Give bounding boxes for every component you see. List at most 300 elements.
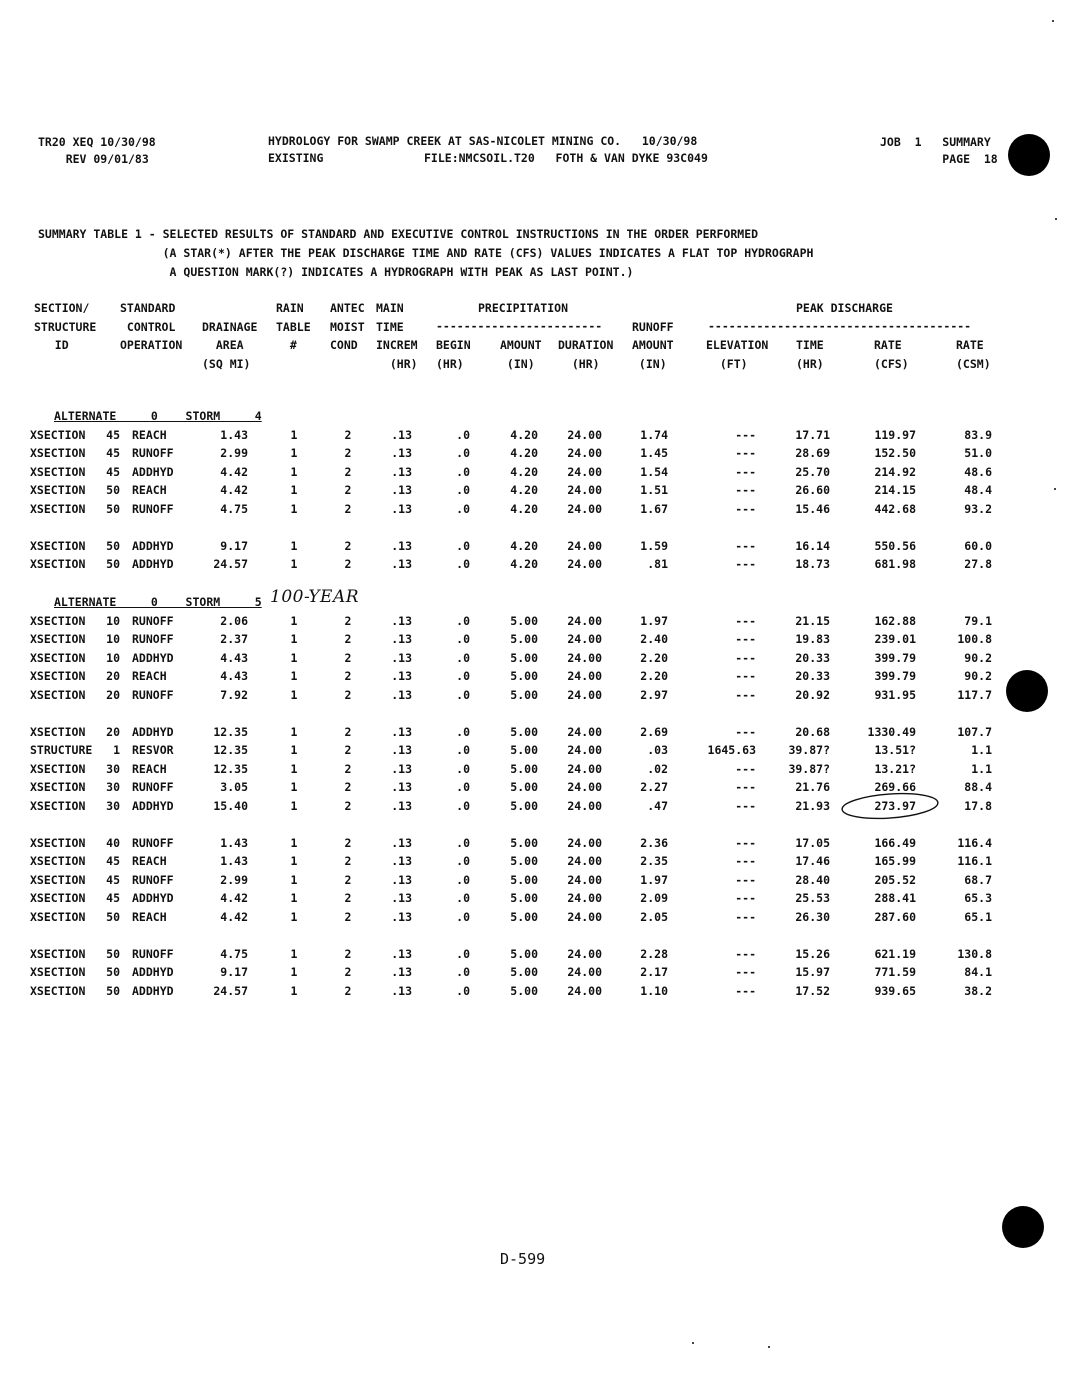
main-time-increm: .13	[391, 687, 412, 702]
peak-time: 16.14	[795, 538, 830, 553]
section-type: XSECTION	[30, 965, 86, 979]
rain-table: 1	[290, 743, 298, 757]
table-row	[0, 891, 1068, 909]
drainage-area: 4.43	[220, 669, 248, 683]
peak-rate-cfs: 214.92	[874, 464, 916, 479]
control-operation: RUNOFF	[132, 613, 174, 628]
table-row	[0, 428, 1068, 446]
peak-rate-cfs: 269.66	[874, 780, 916, 794]
peak-time: 20.33	[795, 650, 830, 665]
main-time-increm: .13	[391, 501, 412, 516]
peak-rate-cfs: 550.56	[874, 538, 916, 553]
drainage-area: 9.17	[220, 965, 248, 979]
precip-amount: 5.00	[510, 909, 538, 924]
peak-time: 21.93	[795, 798, 830, 813]
runoff-amount: 1.74	[640, 427, 668, 442]
peak-elevation: ---	[735, 632, 756, 646]
control-operation: REACH	[132, 761, 167, 776]
drainage-area: 3.05	[220, 780, 248, 794]
antec-moist: 2	[344, 761, 352, 776]
precip-amount: 5.00	[510, 724, 538, 739]
section-type: XSECTION	[30, 501, 86, 516]
rain-table: 1	[290, 854, 298, 868]
section-type: XSECTION	[30, 687, 86, 702]
header-time: TIME (HR)	[796, 338, 824, 371]
peak-time: 21.76	[795, 780, 830, 794]
precip-begin: .0	[456, 613, 470, 628]
rain-table: 1	[290, 669, 298, 683]
peak-time: 15.97	[795, 965, 830, 979]
main-time-increm: .13	[391, 872, 412, 887]
section-type: XSECTION	[30, 650, 86, 665]
peak-rate-cfs: 1330.49	[867, 724, 916, 739]
control-operation: ADDHYD	[132, 464, 174, 479]
precip-duration: 24.00	[567, 427, 602, 442]
main-time-increm: .13	[391, 650, 412, 665]
section-type: XSECTION	[30, 427, 86, 442]
control-operation: RUNOFF	[132, 446, 174, 460]
antec-moist: 2	[344, 557, 352, 571]
rain-table: 1	[290, 632, 298, 646]
peak-rate-cfs: 939.65	[874, 983, 916, 998]
rain-table: 1	[290, 780, 298, 794]
antec-moist: 2	[344, 872, 352, 887]
control-operation: ADDHYD	[132, 650, 174, 665]
main-time-increm: .13	[391, 909, 412, 924]
summary-line-2: (A STAR(*) AFTER THE PEAK DISCHARGE TIME AND RATE (CFS) VALUES INDICATES A FLAT TOP HYDROGRAPH	[38, 246, 814, 260]
runoff-amount: 2.28	[640, 946, 668, 961]
main-time-increm: .13	[391, 761, 412, 776]
precip-duration: 24.00	[567, 464, 602, 479]
section-number: 40	[106, 835, 120, 850]
peak-rate-cfs: 399.79	[874, 650, 916, 665]
peak-rate-cfs: 681.98	[874, 557, 916, 571]
section-type: XSECTION	[30, 724, 86, 739]
drainage-area: 4.42	[220, 483, 248, 497]
drainage-area: 7.92	[220, 687, 248, 702]
page-line: PAGE 18	[880, 152, 998, 166]
section-type: XSECTION	[30, 446, 86, 460]
precip-begin: .0	[456, 464, 470, 479]
precip-amount: 5.00	[510, 743, 538, 757]
antec-moist: 2	[344, 483, 352, 497]
section-number: 10	[106, 613, 120, 628]
header-amount: AMOUNT (IN)	[500, 338, 542, 371]
precip-begin: .0	[456, 446, 470, 460]
precip-amount: 5.00	[510, 946, 538, 961]
peak-rate-cfs: 931.95	[874, 687, 916, 702]
antec-moist: 2	[344, 780, 352, 794]
control-operation: REACH	[132, 909, 167, 924]
main-time-increm: .13	[391, 743, 412, 757]
section-type: XSECTION	[30, 632, 86, 646]
peak-elevation: ---	[735, 780, 756, 794]
peak-elevation: ---	[735, 724, 756, 739]
peak-rate-csm: 117.7	[957, 687, 992, 702]
rain-table: 1	[290, 427, 298, 442]
peak-elevation: ---	[735, 538, 756, 553]
peak-rate-csm: 1.1	[971, 743, 992, 757]
table-row	[0, 836, 1068, 854]
precip-begin: .0	[456, 780, 470, 794]
peak-rate-csm: 17.8	[964, 798, 992, 813]
peak-time: 39.87?	[788, 761, 830, 776]
table-row	[0, 669, 1068, 687]
runoff-amount: 1.10	[640, 983, 668, 998]
precip-begin: .0	[456, 891, 470, 905]
header-begin: BEGIN (HR)	[436, 338, 471, 371]
alternate-storm-label: ALTERNATE 0 STORM 5	[54, 595, 262, 609]
precip-amount: 5.00	[510, 761, 538, 776]
control-operation: ADDHYD	[132, 538, 174, 553]
precip-duration: 24.00	[567, 743, 602, 757]
table-row	[0, 688, 1068, 706]
table-row	[0, 725, 1068, 743]
peak-rate-csm: 65.3	[964, 891, 992, 905]
rain-table: 1	[290, 835, 298, 850]
rain-table: 1	[290, 909, 298, 924]
peak-time: 25.53	[795, 891, 830, 905]
precip-amount: 4.20	[510, 501, 538, 516]
antec-moist: 2	[344, 798, 352, 813]
peak-elevation: ---	[735, 983, 756, 998]
precip-begin: .0	[456, 483, 470, 497]
peak-elevation: ---	[735, 427, 756, 442]
antec-moist: 2	[344, 835, 352, 850]
precip-begin: .0	[456, 650, 470, 665]
alternate-storm-label: ALTERNATE 0 STORM 4	[54, 409, 262, 423]
control-operation: ADDHYD	[132, 798, 174, 813]
header-standard-control: STANDARD CONTROL OPERATION	[120, 301, 183, 352]
main-time-increm: .13	[391, 724, 412, 739]
peak-elevation: ---	[735, 909, 756, 924]
control-operation: ADDHYD	[132, 965, 174, 979]
peak-time: 15.46	[795, 501, 830, 516]
peak-rate-csm: 107.7	[957, 724, 992, 739]
antec-moist: 2	[344, 501, 352, 516]
drainage-area: 2.06	[220, 613, 248, 628]
section-type: XSECTION	[30, 761, 86, 776]
table-row	[0, 465, 1068, 483]
runoff-amount: 2.40	[640, 632, 668, 646]
peak-elevation: ---	[735, 798, 756, 813]
header-peak-discharge: PEAK DISCHARGE	[796, 301, 893, 315]
peak-time: 28.40	[795, 872, 830, 887]
precip-duration: 24.00	[567, 687, 602, 702]
peak-elevation: ---	[735, 446, 756, 460]
rain-table: 1	[290, 613, 298, 628]
peak-elevation: ---	[735, 854, 756, 868]
precip-begin: .0	[456, 965, 470, 979]
precip-amount: 5.00	[510, 835, 538, 850]
runoff-amount: 2.09	[640, 891, 668, 905]
antec-moist: 2	[344, 613, 352, 628]
table-row	[0, 502, 1068, 520]
table-row	[0, 965, 1068, 983]
section-number: 50	[106, 501, 120, 516]
peak-rate-csm: 84.1	[964, 965, 992, 979]
main-time-increm: .13	[391, 854, 412, 868]
control-operation: RUNOFF	[132, 835, 174, 850]
peak-elevation: 1645.63	[707, 743, 756, 757]
peak-divider: --------------------------------------	[708, 319, 972, 333]
peak-time: 17.46	[795, 854, 830, 868]
rain-table: 1	[290, 983, 298, 998]
control-operation: REACH	[132, 669, 167, 683]
precip-amount: 5.00	[510, 669, 538, 683]
drainage-area: 4.42	[220, 891, 248, 905]
precip-duration: 24.00	[567, 538, 602, 553]
runoff-amount: .02	[647, 761, 668, 776]
precip-amount: 5.00	[510, 872, 538, 887]
rain-table: 1	[290, 687, 298, 702]
section-number: 20	[106, 687, 120, 702]
section-number: 45	[106, 854, 120, 868]
peak-time: 20.92	[795, 687, 830, 702]
precip-begin: .0	[456, 538, 470, 553]
runoff-amount: 2.27	[640, 780, 668, 794]
antec-moist: 2	[344, 687, 352, 702]
precip-begin: .0	[456, 557, 470, 571]
precip-amount: 4.20	[510, 557, 538, 571]
section-type: XSECTION	[30, 798, 86, 813]
peak-time: 28.69	[795, 446, 830, 460]
peak-rate-csm: 83.9	[964, 427, 992, 442]
main-time-increm: .13	[391, 946, 412, 961]
precip-duration: 24.00	[567, 724, 602, 739]
rain-table: 1	[290, 483, 298, 497]
control-operation: RUNOFF	[132, 946, 174, 961]
speck	[768, 1346, 770, 1348]
peak-elevation: ---	[735, 872, 756, 887]
drainage-area: 15.40	[213, 798, 248, 813]
precip-duration: 24.00	[567, 854, 602, 868]
runoff-amount: 1.45	[640, 446, 668, 460]
peak-elevation: ---	[735, 946, 756, 961]
precip-duration: 24.00	[567, 483, 602, 497]
peak-elevation: ---	[735, 483, 756, 497]
drainage-area: 9.17	[220, 538, 248, 553]
drainage-area: 4.42	[220, 464, 248, 479]
speck	[1054, 488, 1056, 490]
peak-elevation: ---	[735, 669, 756, 683]
binder-hole-icon	[1002, 1206, 1044, 1248]
table-row	[0, 539, 1068, 557]
precip-amount: 5.00	[510, 687, 538, 702]
precip-duration: 24.00	[567, 501, 602, 516]
peak-rate-csm: 93.2	[964, 501, 992, 516]
drainage-area: 4.43	[220, 650, 248, 665]
report-title: HYDROLOGY FOR SWAMP CREEK AT SAS-NICOLET MINING CO. 10/30/98	[268, 134, 698, 148]
section-type: XSECTION	[30, 891, 86, 905]
main-time-increm: .13	[391, 427, 412, 442]
peak-time: 18.73	[795, 557, 830, 571]
section-number: 30	[106, 761, 120, 776]
precip-duration: 24.00	[567, 780, 602, 794]
precip-begin: .0	[456, 687, 470, 702]
main-time-increm: .13	[391, 835, 412, 850]
table-row	[0, 614, 1068, 632]
runoff-amount: .47	[647, 798, 668, 813]
precip-duration: 24.00	[567, 557, 602, 571]
precip-duration: 24.00	[567, 835, 602, 850]
main-time-increm: .13	[391, 632, 412, 646]
peak-time: 17.71	[795, 427, 830, 442]
table-row	[0, 947, 1068, 965]
peak-rate-csm: 48.4	[964, 483, 992, 497]
section-type: STRUCTURE	[30, 743, 93, 757]
drainage-area: 4.75	[220, 501, 248, 516]
peak-rate-cfs: 166.49	[874, 835, 916, 850]
antec-moist: 2	[344, 669, 352, 683]
peak-rate-cfs: 205.52	[874, 872, 916, 887]
precip-amount: 4.20	[510, 538, 538, 553]
main-time-increm: .13	[391, 538, 412, 553]
header-main-time: MAIN TIME INCREM (HR)	[376, 301, 418, 371]
summary-line-1: SUMMARY TABLE 1 - SELECTED RESULTS OF STANDARD AND EXECUTIVE CONTROL INSTRUCTIONS IN THE ORDER PERFORMED	[38, 227, 759, 241]
antec-moist: 2	[344, 464, 352, 479]
runoff-amount: 1.59	[640, 538, 668, 553]
antec-moist: 2	[344, 854, 352, 868]
header-duration: DURATION (HR)	[558, 338, 614, 371]
runoff-amount: 2.35	[640, 854, 668, 868]
drainage-area: 12.35	[213, 761, 248, 776]
peak-elevation: ---	[735, 761, 756, 776]
section-number: 20	[106, 724, 120, 739]
table-row	[0, 446, 1068, 464]
control-operation: ADDHYD	[132, 891, 174, 905]
rain-table: 1	[290, 891, 298, 905]
section-number: 45	[106, 464, 120, 479]
peak-rate-cfs: 152.50	[874, 446, 916, 460]
precip-amount: 5.00	[510, 854, 538, 868]
section-number: 50	[106, 483, 120, 497]
section-number: 50	[106, 965, 120, 979]
table-row	[0, 632, 1068, 650]
runoff-amount: 2.17	[640, 965, 668, 979]
header-drainage-area: DRAINAGE AREA (SQ MI)	[202, 319, 258, 371]
section-type: XSECTION	[30, 872, 86, 887]
header-rate-cfs: RATE (CFS)	[874, 338, 909, 371]
peak-time: 17.52	[795, 983, 830, 998]
precip-begin: .0	[456, 632, 470, 646]
section-number: 1	[113, 743, 120, 757]
precip-begin: .0	[456, 669, 470, 683]
runoff-amount: .81	[647, 557, 668, 571]
section-number: 50	[106, 538, 120, 553]
peak-elevation: ---	[735, 464, 756, 479]
precip-amount: 5.00	[510, 632, 538, 646]
peak-time: 25.70	[795, 464, 830, 479]
rain-table: 1	[290, 446, 298, 460]
peak-rate-cfs: 239.01	[874, 632, 916, 646]
precip-duration: 24.00	[567, 669, 602, 683]
peak-elevation: ---	[735, 965, 756, 979]
program-line: TR20 XEQ 10/30/98	[38, 135, 156, 149]
drainage-area: 1.43	[220, 835, 248, 850]
main-time-increm: .13	[391, 669, 412, 683]
peak-rate-csm: 130.8	[957, 946, 992, 961]
peak-rate-cfs: 399.79	[874, 669, 916, 683]
peak-rate-csm: 1.1	[971, 761, 992, 776]
peak-rate-cfs: 119.97	[874, 427, 916, 442]
table-row	[0, 651, 1068, 669]
section-type: XSECTION	[30, 557, 86, 571]
page-number: D-599	[500, 1250, 546, 1268]
section-number: 50	[106, 557, 120, 571]
control-operation: RUNOFF	[132, 780, 174, 794]
header-runoff-amount: RUNOFF AMOUNT (IN)	[632, 319, 674, 371]
precip-begin: .0	[456, 835, 470, 850]
section-number: 30	[106, 798, 120, 813]
precip-duration: 24.00	[567, 891, 602, 905]
main-time-increm: .13	[391, 798, 412, 813]
header-rate-csm: RATE (CSM)	[956, 338, 991, 371]
speck	[692, 1342, 694, 1344]
runoff-amount: 1.51	[640, 483, 668, 497]
table-row	[0, 557, 1068, 575]
precip-begin: .0	[456, 427, 470, 442]
rain-table: 1	[290, 946, 298, 961]
peak-rate-csm: 65.1	[964, 909, 992, 924]
main-time-increm: .13	[391, 483, 412, 497]
section-number: 20	[106, 669, 120, 683]
peak-rate-csm: 100.8	[957, 632, 992, 646]
runoff-amount: 2.05	[640, 909, 668, 924]
section-type: XSECTION	[30, 613, 86, 628]
section-type: XSECTION	[30, 780, 86, 794]
peak-rate-cfs: 214.15	[874, 483, 916, 497]
rain-table: 1	[290, 650, 298, 665]
peak-rate-cfs: 273.97	[874, 798, 916, 813]
section-type: XSECTION	[30, 835, 86, 850]
runoff-amount: 2.97	[640, 687, 668, 702]
antec-moist: 2	[344, 965, 352, 979]
precip-begin: .0	[456, 761, 470, 776]
peak-elevation: ---	[735, 613, 756, 628]
table-row	[0, 762, 1068, 780]
antec-moist: 2	[344, 743, 352, 757]
rain-table: 1	[290, 557, 298, 571]
precipitation-divider: ------------------------	[436, 319, 603, 333]
peak-rate-cfs: 442.68	[874, 501, 916, 516]
peak-time: 39.87?	[788, 743, 830, 757]
section-type: XSECTION	[30, 483, 86, 497]
peak-elevation: ---	[735, 835, 756, 850]
section-type: XSECTION	[30, 983, 86, 998]
section-number: 45	[106, 427, 120, 442]
precip-begin: .0	[456, 854, 470, 868]
control-operation: RUNOFF	[132, 501, 174, 516]
report-file: FILE:NMCSOIL.T20 FOTH & VAN DYKE 93C049	[424, 151, 708, 165]
runoff-amount: 2.20	[640, 650, 668, 665]
header-precipitation: PRECIPITATION	[478, 301, 569, 315]
runoff-amount: .03	[647, 743, 668, 757]
runoff-amount: 1.97	[640, 872, 668, 887]
table-row	[0, 743, 1068, 761]
antec-moist: 2	[344, 632, 352, 646]
runoff-amount: 2.36	[640, 835, 668, 850]
section-type: XSECTION	[30, 854, 86, 868]
section-type: XSECTION	[30, 464, 86, 479]
runoff-amount: 2.69	[640, 724, 668, 739]
main-time-increm: .13	[391, 557, 412, 571]
precip-begin: .0	[456, 983, 470, 998]
header-antec-moist: ANTEC MOIST COND	[330, 301, 365, 352]
speck	[1055, 218, 1057, 220]
antec-moist: 2	[344, 650, 352, 665]
peak-rate-csm: 48.6	[964, 464, 992, 479]
